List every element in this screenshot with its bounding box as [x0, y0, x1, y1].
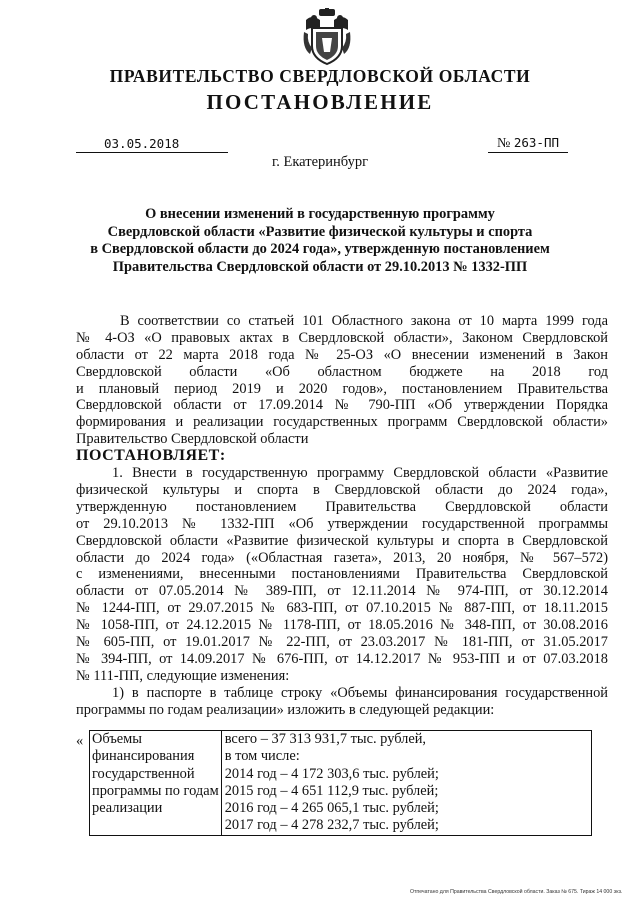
- preamble-line: формирования и реализации государственных программ Свердловской области»: [76, 414, 608, 431]
- item1-line: области до 2024 года» («Областная газета», 2013, 20 ноября, № 567–572): [76, 549, 608, 566]
- value-line: 2017 год – 4 278 232,7 тыс. рублей;: [224, 817, 439, 834]
- coat-of-arms-icon: [302, 8, 352, 66]
- number-value: 263-ПП: [513, 135, 560, 150]
- financing-label-cell: [90, 731, 222, 836]
- item1-line: № 1058-ПП, от 24.12.2015 № 1178-ПП, от 18.05.2016 № 348-ПП, от 30.08.2016: [76, 617, 608, 634]
- number-sign: №: [497, 136, 511, 151]
- title-line: Правительства Свердловской области от 29.10.2013 № 1332-ПП: [112, 258, 528, 275]
- label-line: финансирования: [92, 748, 195, 765]
- open-quote: «: [76, 733, 84, 749]
- decree-number: [497, 135, 559, 152]
- item1-line: от 29.10.2013 № 1332-ПП «Об утверждении государственной программы: [76, 515, 608, 532]
- decree-date: 03.05.2018: [104, 136, 180, 151]
- preamble-line: Свердловской области от 17.09.2014 № 790-ПП «Об утверждении Порядка: [76, 397, 608, 414]
- preamble-line: Свердловской области «Об областном бюджете на 2018 год: [76, 363, 608, 380]
- item1-line: № 605-ПП, от 19.01.2017 № 22-ПП, от 23.03.2017 № 181-ПП, от 31.05.2017: [76, 634, 608, 651]
- item1-line: № 111-ПП, следующие изменения:: [76, 667, 290, 684]
- label-line: реализации: [92, 800, 163, 817]
- label-line: государственной: [92, 765, 195, 782]
- item1-line: Свердловской области «Развитие физической культуры и спорта в Свердловской: [76, 532, 608, 549]
- financing-value-cell: [221, 731, 591, 836]
- print-footer: Отпечатано для Правительства Свердловской области. Заказ № 675. Тираж 14 000 экз.: [410, 889, 623, 895]
- document-title: [86, 206, 554, 276]
- subitem1-line: программы по годам реализации» изложить в следующей редакции:: [76, 701, 495, 718]
- value-line: всего – 37 313 931,7 тыс. рублей,: [224, 731, 427, 747]
- document-type: ПОСТАНОВЛЕНИЕ: [206, 90, 434, 114]
- preamble-line: области от 22 марта 2018 года № 25-ОЗ «О внесении изменений в Закон: [76, 346, 608, 363]
- item1-line: утвержденную постановлением Правительства Свердловской области: [76, 498, 608, 515]
- city: г. Екатеринбург: [271, 154, 369, 170]
- value-line: 2016 год – 4 265 065,1 тыс. рублей;: [224, 800, 439, 817]
- government-name: ПРАВИТЕЛЬСТВО СВЕРДЛОВСКОЙ ОБЛАСТИ: [109, 66, 531, 86]
- item1-line: 1. Внести в государственную программу Свердловской области «Развитие: [112, 465, 608, 482]
- preamble-line: № 4-ОЗ «О правовых актах в Свердловской области», Законом Свердловской: [76, 329, 608, 346]
- title-line: в Свердловской области до 2024 года», утвержденную постановлением: [90, 241, 550, 258]
- preamble-line: В соответствии со статьей 101 Областного закона от 10 марта 1999 года: [120, 313, 608, 329]
- number-underline: [488, 152, 568, 153]
- item1-line: физической культуры и спорта в Свердловской области до 2024 года»,: [76, 482, 608, 499]
- item1-line: № 1244-ПП, от 29.07.2015 № 683-ПП, от 07.10.2015 № 887-ПП, от 18.11.2015: [76, 600, 608, 617]
- item1-line: с изменениями, внесенными постановлениями Правительства Свердловской: [76, 566, 608, 583]
- preamble-line: Правительство Свердловской области: [76, 431, 309, 448]
- item1-line: области от 07.05.2014 № 389-ПП, от 12.11.2014 № 974-ПП, от 30.12.2014: [76, 583, 608, 600]
- document-body: [76, 313, 608, 718]
- label-line: программы по годам: [92, 782, 219, 799]
- value-line: 2015 год – 4 651 112,9 тыс. рублей;: [224, 782, 439, 799]
- label-line: Объемы: [92, 731, 142, 747]
- resolves-heading: ПОСТАНОВЛЯЕТ:: [76, 447, 226, 465]
- preamble-line: и плановый период 2019 и 2020 годов», постановлением Правительства: [76, 380, 608, 397]
- title-line: Свердловской области «Развитие физической культуры и спорта: [107, 223, 533, 240]
- title-line: О внесении изменений в государственную программу: [145, 206, 495, 222]
- subitem1-line: 1) в паспорте в таблице строку «Объемы финансирования государственной: [112, 684, 608, 701]
- value-line: 2014 год – 4 172 303,6 тыс. рублей;: [224, 765, 439, 782]
- financing-table: [89, 730, 592, 836]
- value-line: в том числе:: [224, 748, 300, 765]
- date-underline: [76, 152, 228, 153]
- table-row: [90, 731, 592, 836]
- label-line: [92, 817, 219, 834]
- item1-line: № 394-ПП, от 14.09.2017 № 676-ПП, от 14.12.2017 № 953-ПП и от 07.03.2018: [76, 650, 608, 667]
